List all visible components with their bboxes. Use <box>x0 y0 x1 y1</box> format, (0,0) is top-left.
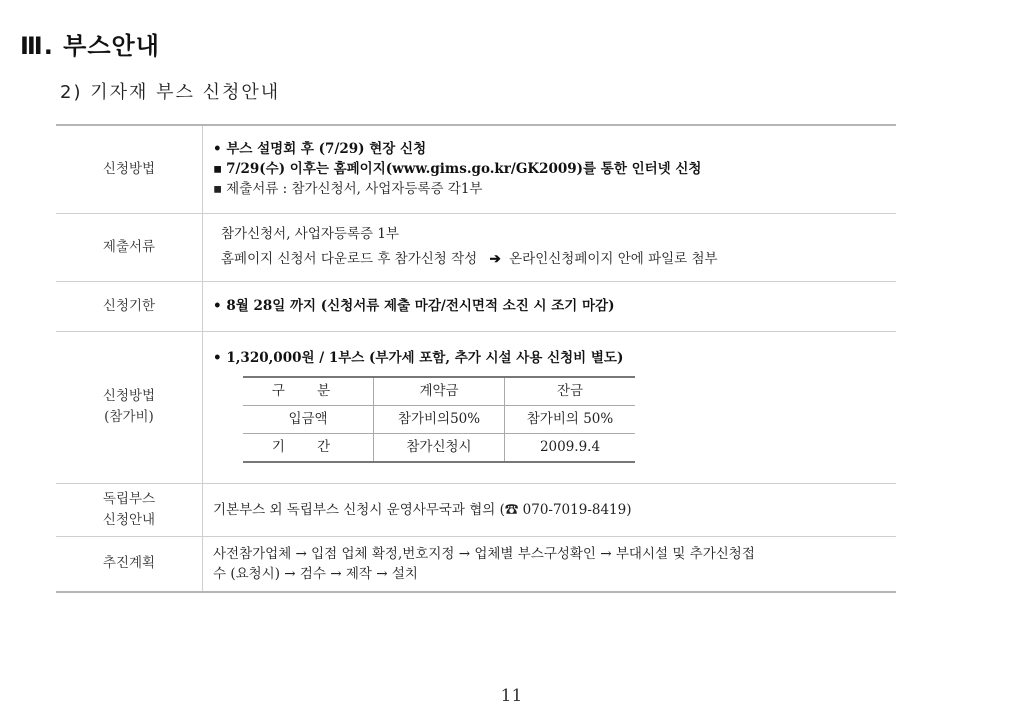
method-line-2-text: 7/29(수) 이후는 홈페이지(www.gims.go.kr/GK2009)를 통한 인터넷 신청 <box>226 161 702 178</box>
fee-table-cell: 입금액 <box>243 405 374 433</box>
booth-info-table <box>56 124 896 593</box>
method-line-1: • 부스 설명회 후 (7/29) 현장 신청 <box>213 141 427 158</box>
row-label-plan: 추진계획 <box>56 536 203 592</box>
fee-text: • 1,320,000원 / 1부스 (부가세 포함, 추가 시설 사용 신청비 별도) <box>213 349 624 366</box>
plan-line-1: 사전참가업체 → 입점 업체 확정,번호지정 → 업체별 부스구성확인 → 부대시설 및 추가신청접 <box>213 545 755 562</box>
fee-label-line-1: 신청방법 <box>102 388 156 404</box>
fee-table-header-cell: 잔금 <box>505 377 636 406</box>
independent-text-b: 070-7019-8419) <box>518 501 632 518</box>
page-number: 11 <box>500 686 523 706</box>
fee-table-header-row <box>243 377 635 406</box>
plan-line-2: 수 (요청시) → 검수 → 제작 → 설치 <box>213 565 418 582</box>
row-content-independent <box>203 483 897 536</box>
fee-table-cell: 참가신청시 <box>374 433 505 462</box>
documents-line-1: 참가신청서, 사업자등록증 1부 <box>221 226 399 242</box>
independent-text-a: 기본부스 외 독립부스 신청시 운영사무국과 협의 ( <box>213 501 505 518</box>
section-title: Ⅲ. 부스안내 <box>20 32 160 60</box>
table-row-documents <box>56 213 896 281</box>
page-subtitle: 2) 기자재 부스 신청안내 <box>60 82 281 103</box>
row-label-deadline: 신청기한 <box>56 281 203 331</box>
documents-line-2-b: 온라인신청페이지 안에 파일로 첨부 <box>509 251 718 267</box>
row-content-deadline <box>203 281 897 331</box>
square-bullet-icon: ▪ <box>213 161 223 178</box>
fee-table-row <box>243 405 635 433</box>
documents-line-2-a: 홈페이지 신청서 다운로드 후 참가신청 작성 <box>221 251 478 267</box>
table-row-fee <box>56 331 896 483</box>
method-line-2 <box>213 159 886 179</box>
table-row-method <box>56 125 896 213</box>
row-label-fee <box>56 331 203 483</box>
row-label-method: 신청방법 <box>56 125 203 213</box>
independent-label-line-1: 독립부스 <box>102 490 156 507</box>
row-content-plan <box>203 536 897 592</box>
fee-table-cell: 참가비의50% <box>374 405 505 433</box>
deadline-text: • 8월 28일 까지 (신청서류 제출 마감/전시면적 소진 시 조기 마감) <box>213 298 615 314</box>
fee-table-cell: 참가비의 50% <box>505 405 636 433</box>
independent-label-line-2: 신청안내 <box>102 511 156 528</box>
independent-text <box>213 500 886 520</box>
phone-icon: ☎ <box>504 501 519 518</box>
documents-line-2 <box>213 247 886 272</box>
row-content-fee <box>203 331 897 483</box>
arrow-right-icon: ➔ <box>489 251 501 267</box>
fee-table-header-cell: 구 분 <box>243 377 374 406</box>
method-line-3 <box>213 179 886 199</box>
row-label-documents: 제출서류 <box>56 213 203 281</box>
fee-schedule-table <box>243 376 635 463</box>
fee-table-header-cell: 계약금 <box>374 377 505 406</box>
row-content-method <box>203 125 897 213</box>
fee-label-line-2: (참가비) <box>104 409 154 425</box>
method-line-3-text: 제출서류 : 참가신청서, 사업자등록증 각1부 <box>226 181 483 198</box>
fee-table-cell: 2009.9.4 <box>539 439 601 455</box>
fee-table-row <box>243 433 635 462</box>
row-content-documents <box>203 213 897 281</box>
table-row-deadline <box>56 281 896 331</box>
table-row-independent <box>56 483 896 536</box>
fee-table-cell: 기 간 <box>243 433 374 462</box>
row-label-independent <box>56 483 203 536</box>
square-bullet-icon: ▪ <box>213 181 223 198</box>
table-row-plan <box>56 536 896 592</box>
